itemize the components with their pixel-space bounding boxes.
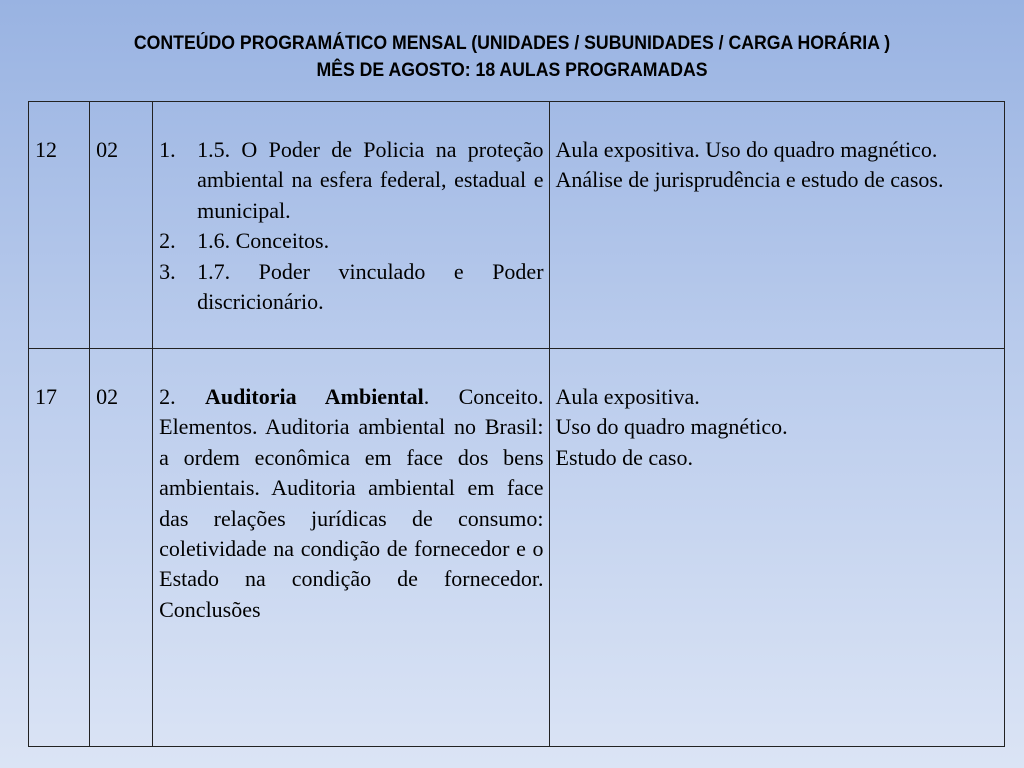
method-line: Análise de jurisprudência e estudo de casos. <box>555 167 944 193</box>
content-heading: Auditoria Ambiental <box>204 384 424 409</box>
slide-title <box>36 30 988 84</box>
hours-value: 02 <box>96 137 119 162</box>
hours-cell <box>90 102 153 349</box>
method-line: Uso do quadro magnético. <box>555 414 788 440</box>
day-cell <box>29 349 90 747</box>
content-text: . Conceito. Elementos. Auditoria ambiental no Brasil: a ordem econômica em face dos bens ambientais. Auditoria ambiental em face das relações jurídicas de consumo: coletividade na condição de fornecedor e o Estado na condição de fornecedor. Conclusões <box>159 384 544 622</box>
topic-number: 3. <box>159 258 176 284</box>
methods-cell <box>549 349 1004 747</box>
table-row <box>29 102 1005 349</box>
title-line-1: CONTEÚDO PROGRAMÁTICO MENSAL (UNIDADES / SUBUNIDADES / CARGA HORÁRIA ) <box>133 33 891 54</box>
method-line: Estudo de caso. <box>555 444 693 470</box>
day-cell <box>29 102 90 349</box>
title-line-2: MÊS DE AGOSTO: 18 AULAS PROGRAMADAS <box>316 60 708 81</box>
hours-value: 02 <box>96 384 119 409</box>
table-row <box>29 349 1005 747</box>
content-prefix: 2. <box>159 384 205 409</box>
content-cell <box>153 102 549 349</box>
day-value: 12 <box>35 137 57 162</box>
topic-text: 1.7. Poder vinculado e Poder discricionário. <box>197 258 544 315</box>
method-line: Aula expositiva. <box>555 384 700 409</box>
schedule-table <box>28 101 1005 747</box>
content-cell <box>153 349 549 747</box>
methods-cell <box>549 102 1004 349</box>
method-line: Aula expositiva. Uso do quadro magnético. <box>555 137 938 162</box>
list-item <box>159 135 543 226</box>
list-item <box>159 257 543 318</box>
topic-text: 1.5. O Poder de Policia na proteção ambiental na esfera federal, estadual e municipal. <box>197 137 544 223</box>
topic-list <box>159 135 543 317</box>
topic-number: 2. <box>159 228 176 254</box>
topic-text: 1.6. Conceitos. <box>197 228 330 254</box>
topic-number: 1. <box>159 137 176 162</box>
day-value: 17 <box>35 384 57 409</box>
list-item <box>159 226 543 256</box>
content-paragraph <box>153 349 548 625</box>
hours-cell <box>90 349 153 747</box>
